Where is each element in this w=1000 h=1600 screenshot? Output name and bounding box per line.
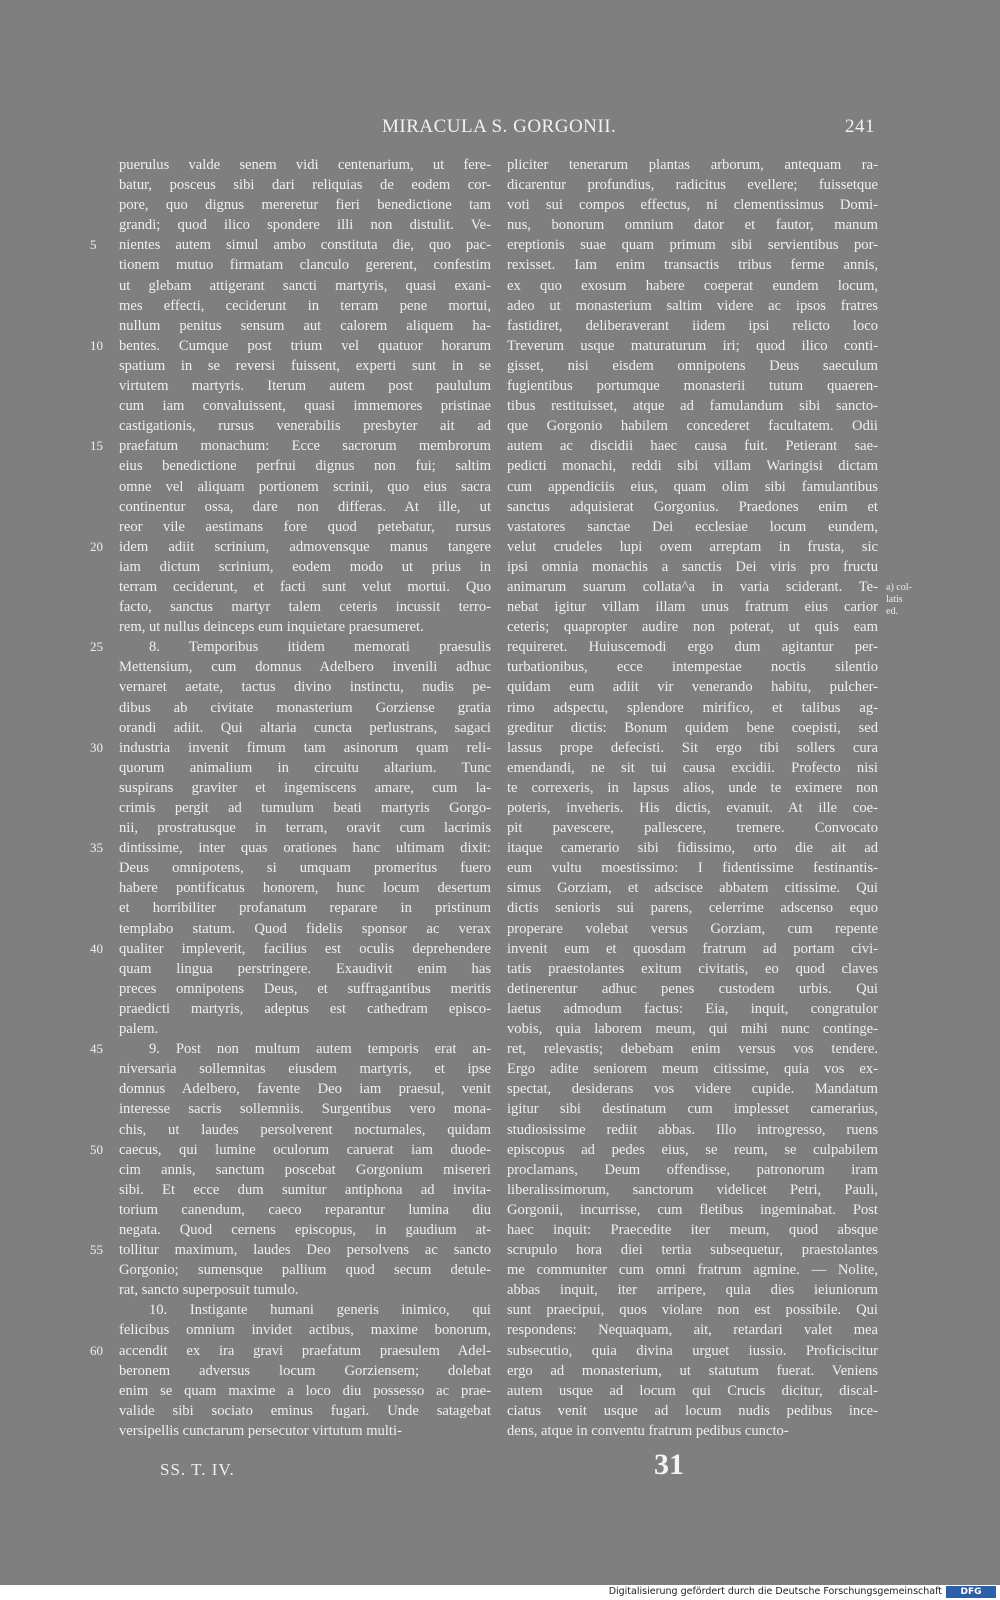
text-line: laetus admodum factus: Eia, inquit, congratulor xyxy=(507,1000,878,1017)
text-line: respondens: Nequaquam, ait, retardari valet mea xyxy=(507,1322,878,1339)
text-line: templabo statum. Quod fidelis sponsor ac verax xyxy=(119,920,491,937)
text-line: animarum suarum collata^a in varia sciderant. Te- xyxy=(507,578,878,595)
text-line: praedicti martyris, adeptus est cathedram episco- xyxy=(119,1000,491,1017)
text-line: enim se quam maxime a loco diu possesso ac prae- xyxy=(119,1382,491,1399)
text-line: autem ac discidii haec causa fuit. Petierant sae- xyxy=(507,438,878,455)
text-line: beronem adversus locum Gorziensem; dolebat xyxy=(119,1362,491,1379)
text-line: domnus Adelbero, favente Deo iam praesul, venit xyxy=(119,1081,491,1098)
text-line: haec inquit: Praecedite iter meum, quod absque xyxy=(507,1221,878,1238)
text-line: crimis pergit ad tumulum beati martyris Gorgo- xyxy=(119,800,491,816)
text-line: rimo adspectu, splendore mirifico, et talibus ag- xyxy=(507,699,878,716)
text-line: lassus prope defecisti. Sit ergo tibi sollers cura xyxy=(507,739,878,756)
text-line: pit pavescere, pallescere, tremere. Convocato xyxy=(507,820,878,837)
text-line: quam lingua perstringere. Exaudivit enim has xyxy=(119,960,491,977)
running-title: MIRACULA S. GORGONII. xyxy=(382,116,617,137)
text-line: voti sui compos effectus, ni clementissimus Domi- xyxy=(507,197,878,214)
text-line: subsecutio, quia divina urguet iussio. Proficiscitur xyxy=(507,1342,878,1359)
text-line: igitur sibi destinatum cum implesset camerarius, xyxy=(507,1101,878,1118)
text-line: mes effecti, ceciderunt in terram pene mortui, xyxy=(119,297,491,314)
text-line: fastidiret, deliberaverant iidem ipsi relicto loco xyxy=(507,317,878,334)
text-line: 8. Temporibus itidem memorati praesulis xyxy=(149,639,491,656)
margin-note-line: ed. xyxy=(886,606,898,617)
text-line: itaque camerario sibi fidissimo, orto die ait ad xyxy=(507,840,878,857)
text-line: Gorgonii, incurrisse, cum fletibus ingeminabat. Post xyxy=(507,1201,878,1218)
text-line: quidam eum adiit vir venerando habitu, pulcher- xyxy=(507,679,878,696)
text-line: dictis senioris sui parens, celerrime adscenso equo xyxy=(507,900,878,917)
text-line: sibi. Et ecce dum sumitur antiphona ad invita- xyxy=(119,1181,491,1198)
text-line: terram ceciderunt, et facti sunt velut mortui. Quo xyxy=(119,578,491,595)
text-line: Mettensium, cum domnus Adelbero invenili adhuc xyxy=(119,659,491,676)
funding-note: Digitalisierung gefördert durch die Deutsche Forschungsgemeinschaft xyxy=(608,1586,942,1597)
text-line: spectat, desiderans vos videre cupide. Mandatum xyxy=(507,1081,878,1098)
text-line: tollitur maximum, laudes Deo persolvens ac sancto xyxy=(119,1242,491,1259)
text-line: properare volebat versus Gorziam, cum repente xyxy=(507,920,878,937)
text-line: liberalissimorum, sanctorum videlicet Petri, Pauli, xyxy=(507,1181,878,1198)
text-line: ut glebam attigerant sancti martyris, quasi exani- xyxy=(119,277,491,294)
text-line: turbationibus, ecce intempestae noctis silentio xyxy=(507,659,878,676)
text-line: habere pontificatus honorem, hunc locum desertum xyxy=(119,880,491,897)
text-line: rat, sancto superposuit tumulo. xyxy=(119,1282,299,1299)
text-line: et horribiliter profanatum reparare in pristinum xyxy=(119,900,491,917)
text-line: eum vultu moestissimo: I fidentissime festinantis- xyxy=(507,860,878,877)
text-line: caecus, qui lumine oculorum caruerat iam duode- xyxy=(119,1141,491,1158)
text-line: 10. Instigante humani generis inimico, qui xyxy=(149,1302,491,1319)
left-text-column xyxy=(119,155,491,1441)
text-line: ergo ad monasterium, ut statutum fuerat. Veniens xyxy=(507,1362,878,1379)
text-line: adeo ut monasterium saltim videre ac ipsos fratres xyxy=(507,297,878,314)
printer-signature: SS. T. IV. xyxy=(160,1460,235,1479)
line-number: 15 xyxy=(90,438,103,454)
text-line: castigationis, rursus venerabilis presbyter ait ad xyxy=(119,418,491,435)
text-line: pore, quo dignus mereretur fieri benedictione tam xyxy=(119,197,491,214)
margin-note-line: latis xyxy=(886,594,903,605)
text-line: 9. Post non multum autem temporis erat an- xyxy=(149,1041,491,1058)
text-line: fugientibus portumque monasterii tutum quaeren- xyxy=(507,378,878,395)
text-line: chis, ut laudes persolverent nocturnales, quidam xyxy=(119,1121,491,1138)
text-line: Deus omnipotens, si umquam promeritus fuero xyxy=(119,860,491,877)
text-line: felicibus omnium invidet actibus, maxime bonorum, xyxy=(119,1322,491,1339)
text-line: negata. Quod cernens episcopus, in gaudium at- xyxy=(119,1221,491,1238)
text-line: cum iam convaluissent, quasi immemores pristinae xyxy=(119,398,491,415)
text-line: emendandi, ne sit tui causa excidii. Profecto nisi xyxy=(507,759,878,776)
text-line: velut crudeles lupi ovem arreptam in frusta, sic xyxy=(507,538,878,555)
text-line: me communiter cum omni fratrum agmine. — Nolite, xyxy=(507,1262,878,1279)
page-number: 241 xyxy=(845,116,875,137)
text-line: dintissime, inter quas orationes hanc ultimam dixit: xyxy=(119,840,491,857)
text-line: cim annis, sanctum poscebat Gorgonium misereri xyxy=(119,1161,491,1178)
text-line: dibus ab civitate monasterium Gorziense gratia xyxy=(119,699,491,716)
text-line: scrupulo hora diei tertia subsequetur, praestolantes xyxy=(507,1242,878,1259)
text-line: nullum penitus sensum aut calorem aliquem ha- xyxy=(119,317,491,334)
text-line: nus, bonorum omnium dator et fautor, manum xyxy=(507,217,878,234)
text-line: interesse sacris sollemniis. Surgentibus vero mona- xyxy=(119,1101,491,1118)
text-line: idem adiit scrinium, admovensque manus tangere xyxy=(119,538,491,555)
margin-note-line: a) col- xyxy=(886,582,912,593)
right-text-column xyxy=(507,155,878,1441)
text-line: episcopus ad pedes eius, se reum, se culpabilem xyxy=(507,1141,878,1158)
text-line: pedicti monachi, reddi sibi villam Waringisi dictam xyxy=(507,458,878,475)
text-line: puerulus valde senem vidi centenarium, ut fere- xyxy=(119,157,491,173)
text-line: grandi; quod ilico spondere illi non distulit. Ve- xyxy=(119,217,491,234)
text-line: requireret. Huiuscemodi ergo dum agitantur per- xyxy=(507,639,878,656)
text-line: ereptionis suae quam primum sibi servientibus por- xyxy=(507,237,878,254)
text-line: vernaret aetate, tactus divino instinctu, nudis pe- xyxy=(119,679,491,696)
text-line: simus Gorziam, et adscisce abbatem citissime. Qui xyxy=(507,880,878,897)
text-line: sunt praecipui, quos violare non est possibile. Qui xyxy=(507,1302,878,1319)
margin-footnote xyxy=(886,582,926,618)
text-line: quorum animalium in circuitu altarium. Tunc xyxy=(119,759,491,776)
text-line: abbas inquit, iter arripere, quia dies ieiuniorum xyxy=(507,1282,878,1299)
text-line: rexisset. Iam enim transactis tribus ferme annis, xyxy=(507,257,878,274)
text-line: reor vile aestimans fore quod petebatur, rursus xyxy=(119,518,491,535)
text-line: que Gorgonio habilem concederet facultatem. Odii xyxy=(507,418,878,435)
text-line: greditur dictis: Bonum quidem bene coepisti, sed xyxy=(507,719,878,736)
text-line: versipellis cunctarum persecutor virtutum multi- xyxy=(119,1422,402,1439)
text-line: nientes autem simul ambo constituta die, quo pac- xyxy=(119,237,491,254)
line-number: 45 xyxy=(90,1041,103,1057)
text-line: praefatum monachum: Ecce sacrorum membrorum xyxy=(119,438,491,455)
text-line: industria invenit fimum tam asinorum quam reli- xyxy=(119,739,491,756)
text-line: tibus restituisset, atque ad famulandum sibi sancto- xyxy=(507,398,878,415)
line-number: 55 xyxy=(90,1242,103,1258)
text-line: niversaria sollemnitas eiusdem martyris, et ipse xyxy=(119,1061,491,1078)
text-line: preces omnipotens Deus, et suffragantibus meritis xyxy=(119,980,491,997)
text-line: iam dictum scrinium, eodem modo ut prius in xyxy=(119,558,491,575)
text-line: virtutem martyris. Iterum autem post paululum xyxy=(119,378,491,395)
text-line: vastatores sanctae Dei ecclesiae locum eundem, xyxy=(507,518,878,535)
dfg-logo: DFG xyxy=(946,1586,996,1598)
text-line: detinerentur adhuc penes custodem urbis. Qui xyxy=(507,980,878,997)
text-line: Treverum usque maturaturum iri; quod ilico conti- xyxy=(507,337,878,354)
text-line: sanctus adquisierat Gorgonius. Praedones enim et xyxy=(507,498,878,515)
line-number: 60 xyxy=(90,1342,103,1358)
text-line: facto, sanctus martyr talem ceteris incussit terro- xyxy=(119,599,491,616)
text-line: omne vel aliquam portionem scrinii, quo eius sacra xyxy=(119,478,491,495)
gathering-number: 31 xyxy=(654,1448,684,1481)
text-line: Ergo adite seniorem meum citissime, quia vos ex- xyxy=(507,1061,878,1078)
text-line: nii, prostratusque in terram, oravit cum lacrimis xyxy=(119,820,491,837)
text-line: invenit eum et quosdam fratrum ad portam civi- xyxy=(507,940,878,957)
text-line: dicarentur profundius, radicitus evellere; fuissetque xyxy=(507,177,878,194)
text-line: continentur ossa, dare non differas. At ille, ut xyxy=(119,498,491,515)
text-line: vobis, quia laborem meum, qui mihi nunc continge- xyxy=(507,1021,878,1038)
line-number: 10 xyxy=(90,337,103,353)
text-line: torium canendum, caeco reparantur lumina diu xyxy=(119,1201,491,1218)
line-number: 40 xyxy=(90,940,103,956)
line-number: 50 xyxy=(90,1141,103,1157)
text-line: valide sibi sociato eminus fugari. Unde satagebat xyxy=(119,1402,491,1419)
line-number: 25 xyxy=(90,639,103,655)
text-line: ex quo exosum habere coeperat eundem locum, xyxy=(507,277,878,294)
text-line: Gorgonio; sumensque pallium quod secum detule- xyxy=(119,1262,491,1279)
text-line: tatis praestolantes exitum civitatis, eo quod claves xyxy=(507,960,878,977)
text-line: ceteris; quapropter audire non poterat, ut quis eam xyxy=(507,619,878,636)
text-line: eius benedictione perfrui dignus non fui; saltim xyxy=(119,458,491,475)
text-line: nebat igitur villam illam unus fratrum eius carior xyxy=(507,599,878,616)
text-line: qualiter impleverit, facilius est oculis deprehendere xyxy=(119,940,491,957)
text-line: bentes. Cumque post trium vel quatuor horarum xyxy=(119,337,491,354)
line-number: 35 xyxy=(90,840,103,856)
text-line: accendit ex ira gravi praefatum praesulem Adel- xyxy=(119,1342,491,1359)
text-line: gisset, nisi eisdem omnipotens Deus saeculum xyxy=(507,357,878,374)
text-line: ret, relevastis; debebam enim versus vos tendere. xyxy=(507,1041,878,1058)
line-number: 20 xyxy=(90,538,103,554)
text-line: proclamans, Deum offendisse, patronorum iram xyxy=(507,1161,878,1178)
text-line: autem usque ad locum qui Crucis dicitur, discal- xyxy=(507,1382,878,1399)
text-line: tionem mutuo firmatam clanculo gererent, confestim xyxy=(119,257,491,274)
text-line: pliciter tenerarum plantas arborum, antequam ra- xyxy=(507,157,878,173)
text-line: suspirans graviter et ingemiscens amare, cum la- xyxy=(119,779,491,796)
digitization-footer xyxy=(0,1585,1000,1600)
text-line: cum appendiciis eius, quam olim sibi famulantibus xyxy=(507,478,878,495)
line-number: 30 xyxy=(90,739,103,755)
text-line: orandi adiit. Qui altaria cuncta perlustrans, sagaci xyxy=(119,719,491,736)
line-number: 5 xyxy=(90,237,97,253)
text-line: poteris, inveheris. His dictis, evanuit. At ille coe- xyxy=(507,800,878,816)
text-line: palem. xyxy=(119,1021,159,1038)
text-line: dens, atque in conventu fratrum pedibus cuncto- xyxy=(507,1422,789,1439)
text-line: ciatus venit usque ad locum nudis pedibus ince- xyxy=(507,1402,878,1419)
text-line: studiosissime rediit abbas. Illo introgresso, ruens xyxy=(507,1121,878,1138)
text-line: batur, posceus sibi dari reliquias de eodem cor- xyxy=(119,177,491,194)
text-line: te correxeris, in lapsus alios, unde te eximere non xyxy=(507,779,878,796)
text-line: spatium in se reversi fuissent, experti sunt in se xyxy=(119,357,491,374)
text-line: ipsi omnia monachis a sanctis Dei viris pro fructu xyxy=(507,558,878,575)
text-line: rem, ut nullus deinceps eum inquietare praesumeret. xyxy=(119,619,424,636)
page-header xyxy=(0,116,1000,140)
